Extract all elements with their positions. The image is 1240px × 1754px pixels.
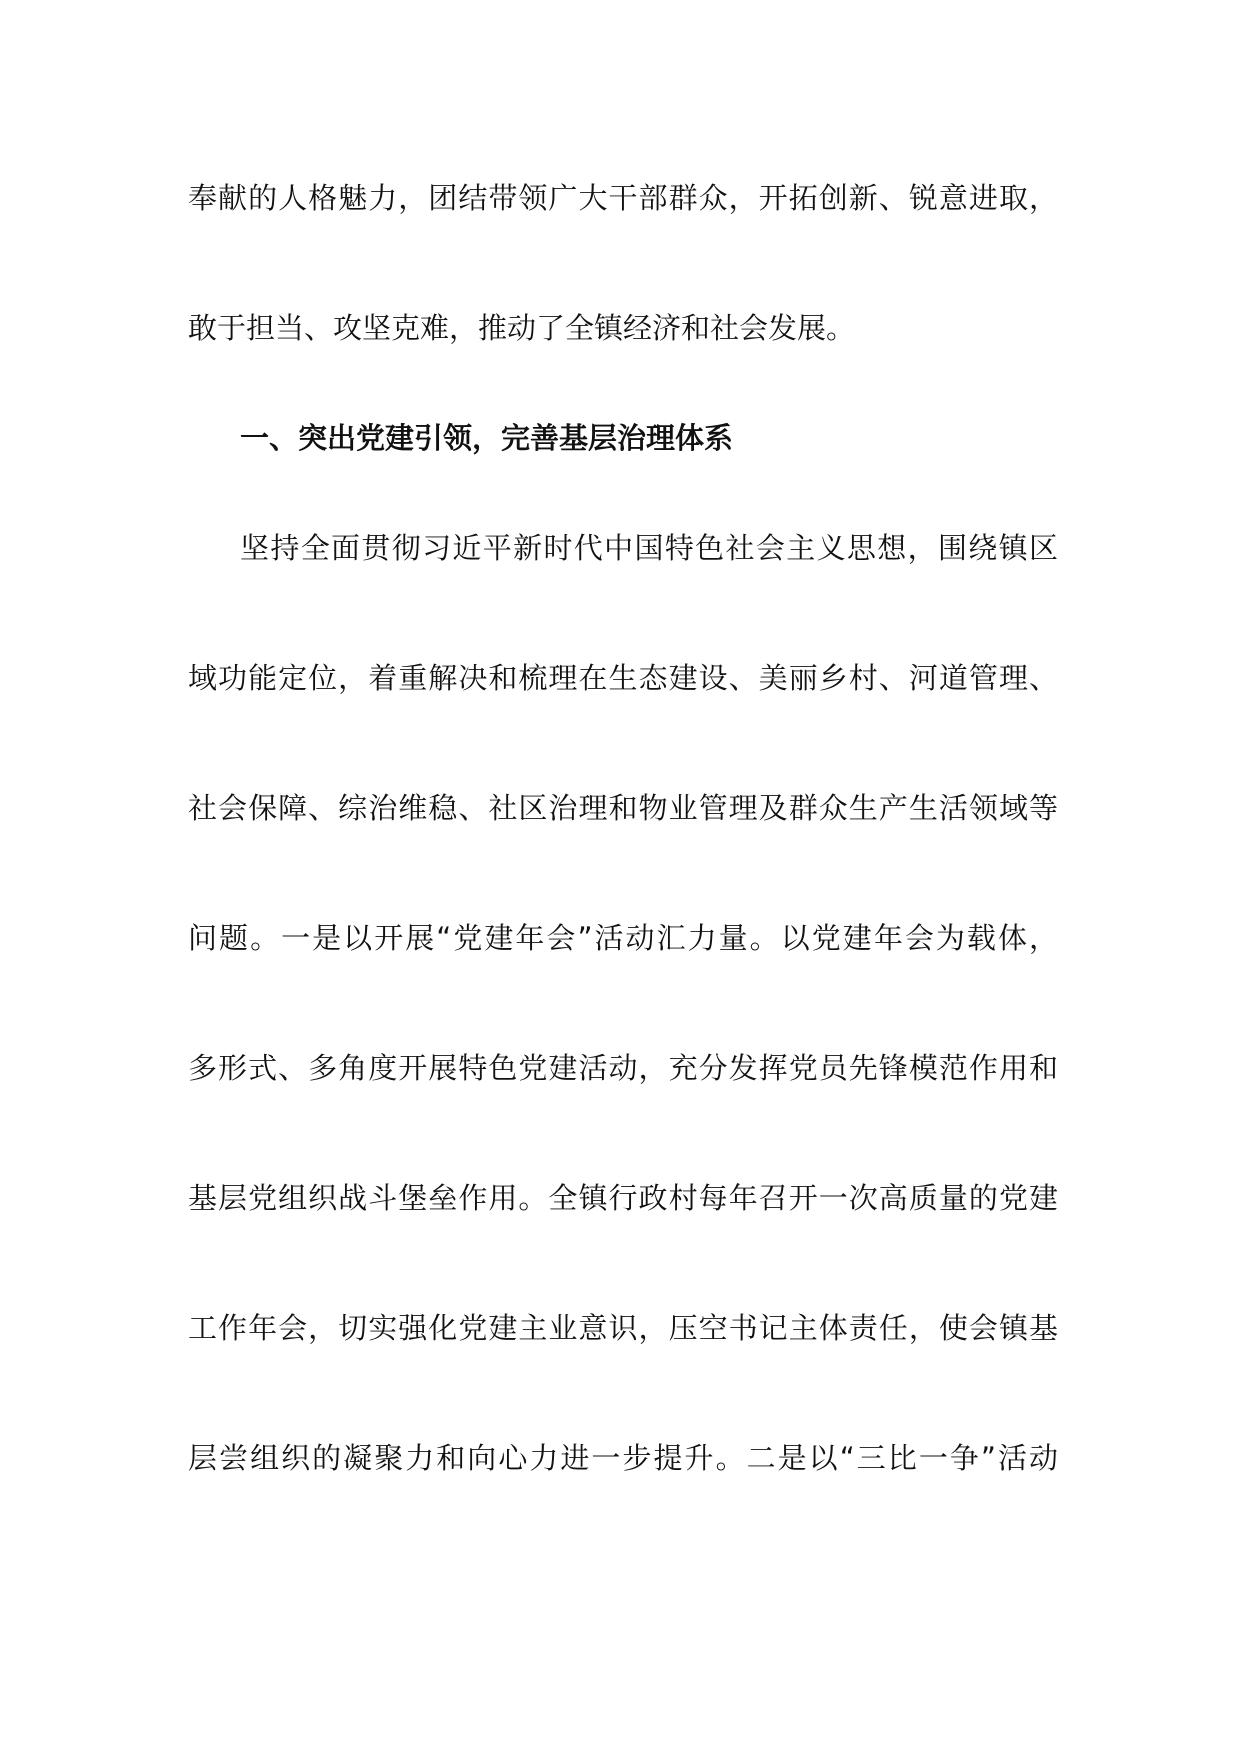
text-line: 基层党组织战斗堡垒作用。全镇行政村每年召开一次高质量的党建 <box>188 1181 1058 1215</box>
text-line: 域功能定位，着重解决和梳理在生态建设、美丽乡村、河道管理、 <box>188 661 1058 695</box>
text-line: 层尝组织的凝聚力和向心力进一步提升。二是以“三比一争”活动 <box>188 1441 1058 1475</box>
text-line: 社会保障、综治维稳、社区治理和物业管理及群众生产生活领域等 <box>188 791 1058 825</box>
text-line: 多形式、多角度开展特色党建活动，充分发挥党员先锋模范作用和 <box>188 1051 1058 1085</box>
text-line: 工作年会，切实强化党建主业意识，压空书记主体责任，使会镇基 <box>188 1311 1058 1345</box>
text-line: 敢于担当、攻坚克难，推动了全镇经济和社会发展。 <box>188 311 856 345</box>
text-line: 问题。一是以开展“党建年会”活动汇力量。以党建年会为载体， <box>188 921 1058 955</box>
section-heading: 一、突出党建引领，完善基层治理体系 <box>240 421 734 455</box>
text-line: 坚持全面贯彻习近平新时代中国特色社会主义思想，围绕镇区 <box>240 531 1058 565</box>
text-line: 奉献的人格魅力，团结带领广大干部群众，开拓创新、锐意进取， <box>188 181 1058 215</box>
